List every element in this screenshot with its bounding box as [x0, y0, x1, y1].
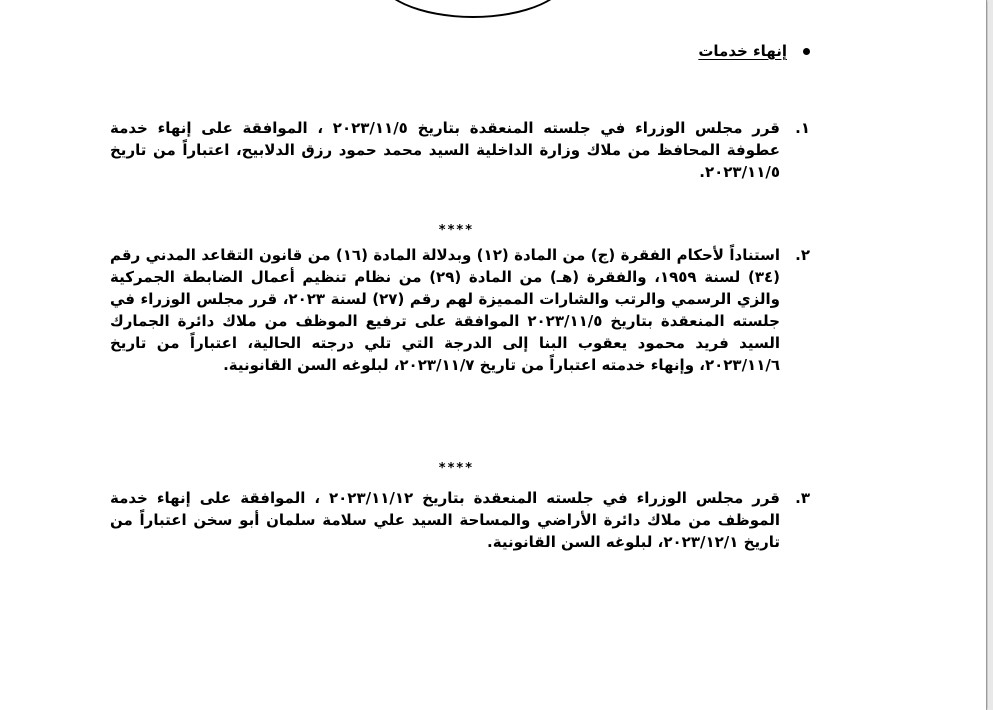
list-item	[110, 117, 810, 183]
bullet-icon	[803, 48, 810, 55]
list-item	[110, 487, 810, 553]
header-ellipse-shape	[376, 0, 570, 18]
item-text: قرر مجلس الوزراء في جلسته المنعقدة بتاريخ ٢٠٢٣/١١/٥ ، الموافقة على إنهاء خدمة عطوفة المحافظ من ملاك وزارة الداخلية السيد محمد حمود رزق الدلابيح، اعتباراً من تاريخ ٢٠٢٣/١١/٥.	[110, 119, 780, 181]
window-edge	[988, 0, 993, 710]
list-item	[110, 244, 810, 376]
separator-stars: ****	[438, 461, 474, 476]
item-text: قرر مجلس الوزراء في جلسته المنعقدة بتاريخ ٢٠٢٣/١١/١٢ ، الموافقة على إنهاء خدمة الموظف من ملاك دائرة الأراضي والمساحة السيد علي سلامة سلمان أبو سخن اعتباراً من تاريخ ٢٠٢٣/١٢/١، لبلوغه السن القانونية.	[110, 489, 780, 551]
item-number: ٣.	[795, 489, 810, 507]
item-text: استناداً لأحكام الفقرة (ج) من المادة (١٢) وبدلالة المادة (١٦) من قانون التقاعد المدني رقم (٣٤) لسنة ١٩٥٩، والفقرة (هـ) من المادة (٢٩) من نظام تنظيم أعمال الضابطة الجمركية والزي الرسمي والرتب والشارات المميزة لهم رقم (٢٧) لسنة ٢٠٢٣، قرر مجلس الوزراء في جلسته المنعقدة بتاريخ ٢٠٢٣/١١/٥ الموافقة على ترفيع الموظف من ملاك دائرة الجمارك السيد فريد محمود يعقوب البنا إلى الدرجة التي تلي درجته الحالية، اعتباراً من تاريخ ٢٠٢٣/١١/٦، وإنهاء خدمته اعتباراً من تاريخ ٢٠٢٣/١١/٧، لبلوغه السن القانونية.	[110, 246, 780, 374]
item-number: ١.	[795, 119, 810, 137]
section-heading-row	[698, 42, 810, 60]
section-heading: إنهاء خدمات	[698, 42, 787, 60]
item-number: ٢.	[795, 246, 810, 264]
separator-stars: ****	[438, 223, 474, 238]
